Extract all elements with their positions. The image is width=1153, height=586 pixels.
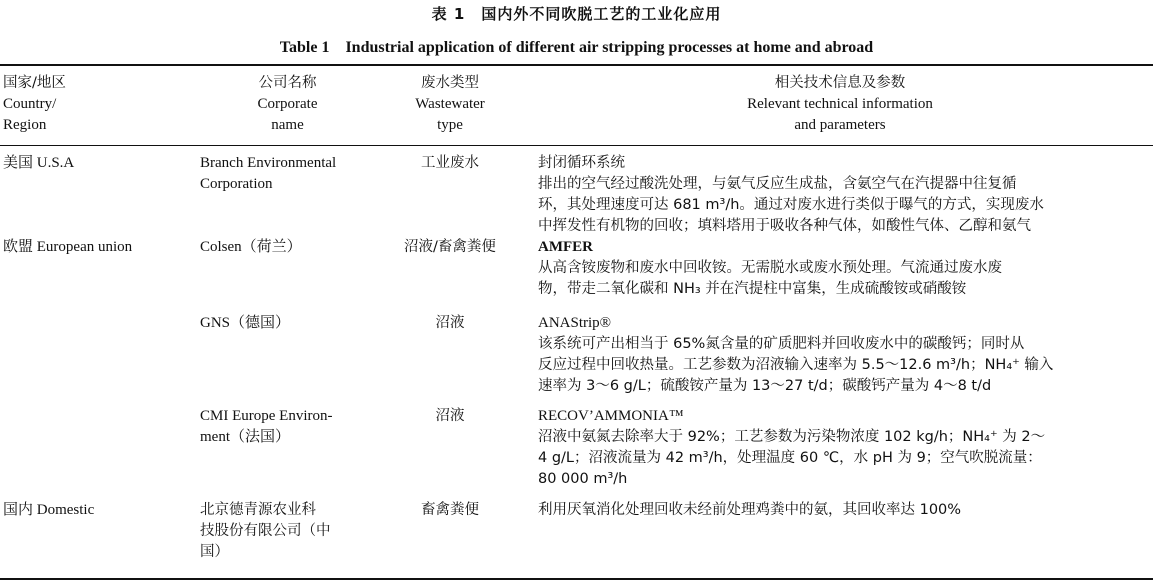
row-usa-company: [200, 153, 375, 195]
header-company-cn: 公司名称: [258, 75, 317, 91]
row-cmi-company-line: ment（法国）: [200, 429, 290, 445]
header-country-cn: 国家/地区: [3, 75, 66, 91]
header-rule: [0, 145, 1153, 146]
info-line: AMFER: [538, 239, 593, 255]
info-line: 封闭循环系统: [538, 155, 625, 171]
header-company: [200, 73, 375, 136]
row-usa-company-line: Corporation: [200, 176, 273, 192]
info-line: 速率为 3～6 g/L；硫酸铵产量为 13～27 t/d；碳酸钙产量为 4～8 t/d: [538, 378, 992, 394]
header-info-en-1: Relevant technical information: [747, 96, 933, 112]
header-wastewater-en-2: type: [437, 117, 463, 133]
info-line: 80 000 m³/h: [538, 471, 628, 487]
row-cmi-info: [538, 406, 1150, 490]
row-domestic-info: [538, 500, 1150, 521]
header-country: [3, 73, 183, 136]
header-info-cn: 相关技术信息及参数: [774, 75, 906, 91]
header-wastewater: [385, 73, 515, 136]
top-rule: [0, 64, 1153, 66]
row-domestic-wastewater: 畜禽粪便: [421, 502, 479, 518]
row-colsen-company-line: Colsen（荷兰）: [200, 239, 302, 255]
row-gns-info: [538, 313, 1150, 397]
row-colsen-company: [200, 237, 375, 258]
header-info-en-2: and parameters: [794, 117, 886, 133]
info-line: 该系统可产出相当于 65%氮含量的矿质肥料并回收废水中的碳酸钙；同时从: [538, 336, 1025, 352]
info-line: 4 g/L；沼液流量为 42 m³/h，处理温度 60 ℃，水 pH 为 9；空气吹脱流量：: [538, 450, 1042, 466]
row-domestic-company: [200, 500, 375, 563]
info-line: 排出的空气经过酸洗处理，与氨气反应生成盐，含氨空气在汽提器中往复循: [538, 176, 1017, 192]
row-gns-company-line: GNS（德国）: [200, 315, 291, 331]
row-cmi-company-line: CMI Europe Environ-: [200, 408, 333, 424]
row-colsen-wastewater: 沼液/畜禽粪便: [404, 239, 496, 255]
info-line: 从高含铵废物和废水中回收铵。无需脱水或废水预处理。气流通过废水废: [538, 260, 1002, 276]
bottom-rule: [0, 578, 1153, 580]
row-domestic-company-line: 国）: [200, 544, 229, 560]
row-colsen-info: [538, 237, 1150, 300]
table-caption-en: Table 1 Industrial application of different air stripping processes at home and abroad: [279, 39, 874, 56]
info-line: 中挥发性有机物的回收；填料塔用于吸收各种气体，如酸性气体、乙醇和氨气: [538, 218, 1031, 234]
row-usa-country: 美国 U.S.A: [3, 155, 75, 171]
row-usa-info: [538, 153, 1150, 237]
header-country-en-1: Country/: [3, 96, 57, 112]
header-company-en-2: name: [271, 117, 304, 133]
row-usa-company-line: Branch Environmental: [200, 155, 337, 171]
row-cmi-company: [200, 406, 375, 448]
row-gns-wastewater: 沼液: [435, 315, 465, 331]
row-cmi-wastewater: 沼液: [435, 408, 465, 424]
row-usa-wastewater: 工业废水: [421, 155, 479, 171]
header-wastewater-en-1: Wastewater: [415, 96, 485, 112]
info-line: ANAStrip®: [538, 315, 612, 331]
header-country-en-2: Region: [3, 117, 47, 133]
info-line: 环，其处理速度可达 681 m³/h。通过对废水进行类似于曝气的方式，实现废水: [538, 197, 1044, 213]
header-wastewater-cn: 废水类型: [421, 75, 479, 91]
row-gns-company: [200, 313, 375, 334]
table-caption-cn: 表 1 国内外不同吹脱工艺的工业化应用: [431, 5, 722, 23]
row-domestic-country: 国内 Domestic: [3, 502, 95, 518]
info-line: 利用厌氧消化处理回收未经前处理鸡粪中的氨，其回收率达 100%: [538, 502, 962, 518]
header-info: [640, 73, 1040, 136]
row-eu-country: 欧盟 European union: [3, 239, 133, 255]
row-domestic-company-line: 技股份有限公司（中: [200, 523, 331, 539]
row-domestic-company-line: 北京德青源农业科: [200, 502, 316, 518]
header-company-en-1: Corporate: [257, 96, 318, 112]
info-line: 物，带走二氧化碳和 NH₃ 并在汽提柱中富集，生成硫酸铵或硝酸铵: [538, 281, 967, 297]
info-line: RECOV’AMMONIA™: [538, 408, 684, 424]
info-line: 沼液中氨氮去除率大于 92%；工艺参数为污染物浓度 102 kg/h；NH₄⁺ 为 2～: [538, 429, 1046, 445]
info-line: 反应过程中回收热量。工艺参数为沼液输入速率为 5.5～12.6 m³/h；NH₄⁺ 输入: [538, 357, 1054, 373]
